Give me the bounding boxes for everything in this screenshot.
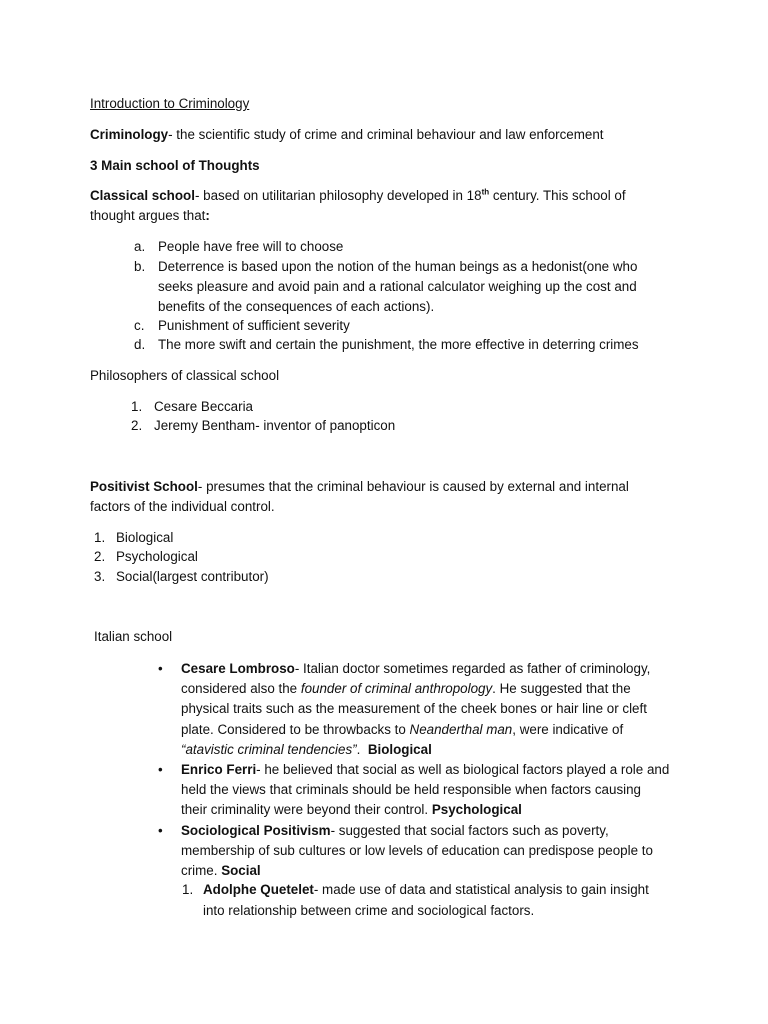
- classical-item-marker: b.: [134, 259, 146, 274]
- quetelet-marker: 1.: [182, 882, 194, 897]
- definition-term: Criminology: [90, 127, 169, 142]
- ferri-line-1: [181, 760, 669, 780]
- socio-text: - suggested that social factors such as poverty,: [330, 823, 609, 838]
- document-title: Introduction to Criminology: [90, 96, 250, 111]
- ferri-line-3: [181, 800, 522, 820]
- definition-text: - the scientific study of crime and criminal behaviour and law enforcement: [168, 127, 604, 142]
- classical-item-text: benefits of the consequences of each actions).: [158, 299, 435, 314]
- factor-item: Social(largest contributor): [116, 569, 269, 584]
- positivist-term: Positivist School: [90, 479, 198, 494]
- italian-school-heading: Italian school: [94, 629, 173, 644]
- bullet-icon: •: [158, 823, 163, 838]
- lombroso-line-3: physical traits such as the measurement of the cheek bones or hair line or cleft: [181, 701, 647, 716]
- lombroso-line-2: [181, 679, 631, 699]
- classical-item-text: seeks pleasure and avoid pain and a rational calculator weighing up the cost and: [158, 279, 637, 294]
- classical-term: Classical school: [90, 188, 195, 203]
- lombroso-text: . He suggested that the: [492, 681, 631, 696]
- criminology-definition: [90, 125, 604, 145]
- factor-marker: 1.: [94, 530, 106, 545]
- lombroso-italic: Neanderthal man: [409, 722, 513, 737]
- philosopher-marker: 2.: [131, 418, 143, 433]
- factor-marker: 3.: [94, 569, 106, 584]
- classical-item-marker: d.: [134, 337, 146, 352]
- bullet-icon: •: [158, 762, 163, 777]
- ferri-name: Enrico Ferri: [181, 762, 257, 777]
- classical-intro-colon: :: [205, 208, 210, 223]
- positivist-line-2: factors of the individual control.: [90, 499, 275, 514]
- socio-line-1: [181, 821, 609, 841]
- classical-item-text: People have free will to choose: [158, 239, 344, 254]
- quetelet-line-1: [203, 880, 649, 900]
- bullet-icon: •: [158, 661, 163, 676]
- schools-heading: 3 Main school of Thoughts: [90, 158, 260, 173]
- lombroso-name: Cesare Lombroso: [181, 661, 295, 676]
- factor-item: Biological: [116, 530, 174, 545]
- classical-intro-text-a: - based on utilitarian philosophy developed in 18: [194, 188, 482, 203]
- quetelet-text: - made use of data and statistical analysis to gain insight: [313, 882, 649, 897]
- century-superscript: th: [481, 187, 490, 197]
- philosophers-heading: Philosophers of classical school: [90, 368, 280, 383]
- positivist-line-1: [90, 477, 629, 497]
- lombroso-italic: “atavistic criminal tendencies”: [181, 742, 357, 757]
- factor-marker: 2.: [94, 549, 106, 564]
- classical-intro-line-2: [90, 206, 210, 226]
- classical-item-marker: a.: [134, 239, 146, 254]
- lombroso-text: .: [356, 742, 368, 757]
- socio-line-2: membership of sub cultures or low levels of education can predispose people to: [181, 843, 653, 858]
- philosopher-item: Cesare Beccaria: [154, 399, 253, 414]
- lombroso-text: - Italian doctor sometimes regarded as father of criminology,: [294, 661, 651, 676]
- lombroso-line-1: [181, 659, 650, 679]
- quetelet-name: Adolphe Quetelet: [203, 882, 314, 897]
- socio-line-3: [181, 861, 261, 881]
- lombroso-line-5: [181, 740, 432, 760]
- classical-item-marker: c.: [134, 318, 145, 333]
- classical-item-text: Deterrence is based upon the notion of the human beings as a hedonist(one who: [158, 259, 638, 274]
- classical-intro-line-1: [90, 186, 626, 206]
- social-tag: Social: [221, 863, 261, 878]
- classical-item-text: The more swift and certain the punishment, the more effective in deterring crimes: [158, 337, 639, 352]
- socio-text: crime.: [181, 863, 222, 878]
- lombroso-text: considered also the: [181, 681, 301, 696]
- ferri-text: their criminality were beyond their control.: [181, 802, 432, 817]
- classical-item-text: Punishment of sufficient severity: [158, 318, 350, 333]
- classical-intro-text-b: century. This school of: [489, 188, 626, 203]
- quetelet-line-2: into relationship between crime and sociological factors.: [203, 903, 535, 918]
- ferri-line-2: held the views that criminals should be held responsible when factors causing: [181, 782, 642, 797]
- lombroso-italic: founder of criminal anthropology: [300, 681, 493, 696]
- ferri-text: - he believed that social as well as biological factors played a role and: [256, 762, 670, 777]
- socio-name: Sociological Positivism: [181, 823, 331, 838]
- positivist-text: - presumes that the criminal behaviour is caused by external and internal: [197, 479, 629, 494]
- philosopher-item: Jeremy Bentham- inventor of panopticon: [154, 418, 396, 433]
- biological-tag: Biological: [367, 742, 432, 757]
- lombroso-text: plate. Considered to be throwbacks to: [181, 722, 410, 737]
- classical-intro-text-c: thought argues that: [90, 208, 206, 223]
- lombroso-line-4: [181, 720, 623, 740]
- lombroso-text: , were indicative of: [512, 722, 624, 737]
- psychological-tag: Psychological: [431, 802, 522, 817]
- factor-item: Psychological: [116, 549, 198, 564]
- philosopher-marker: 1.: [131, 399, 143, 414]
